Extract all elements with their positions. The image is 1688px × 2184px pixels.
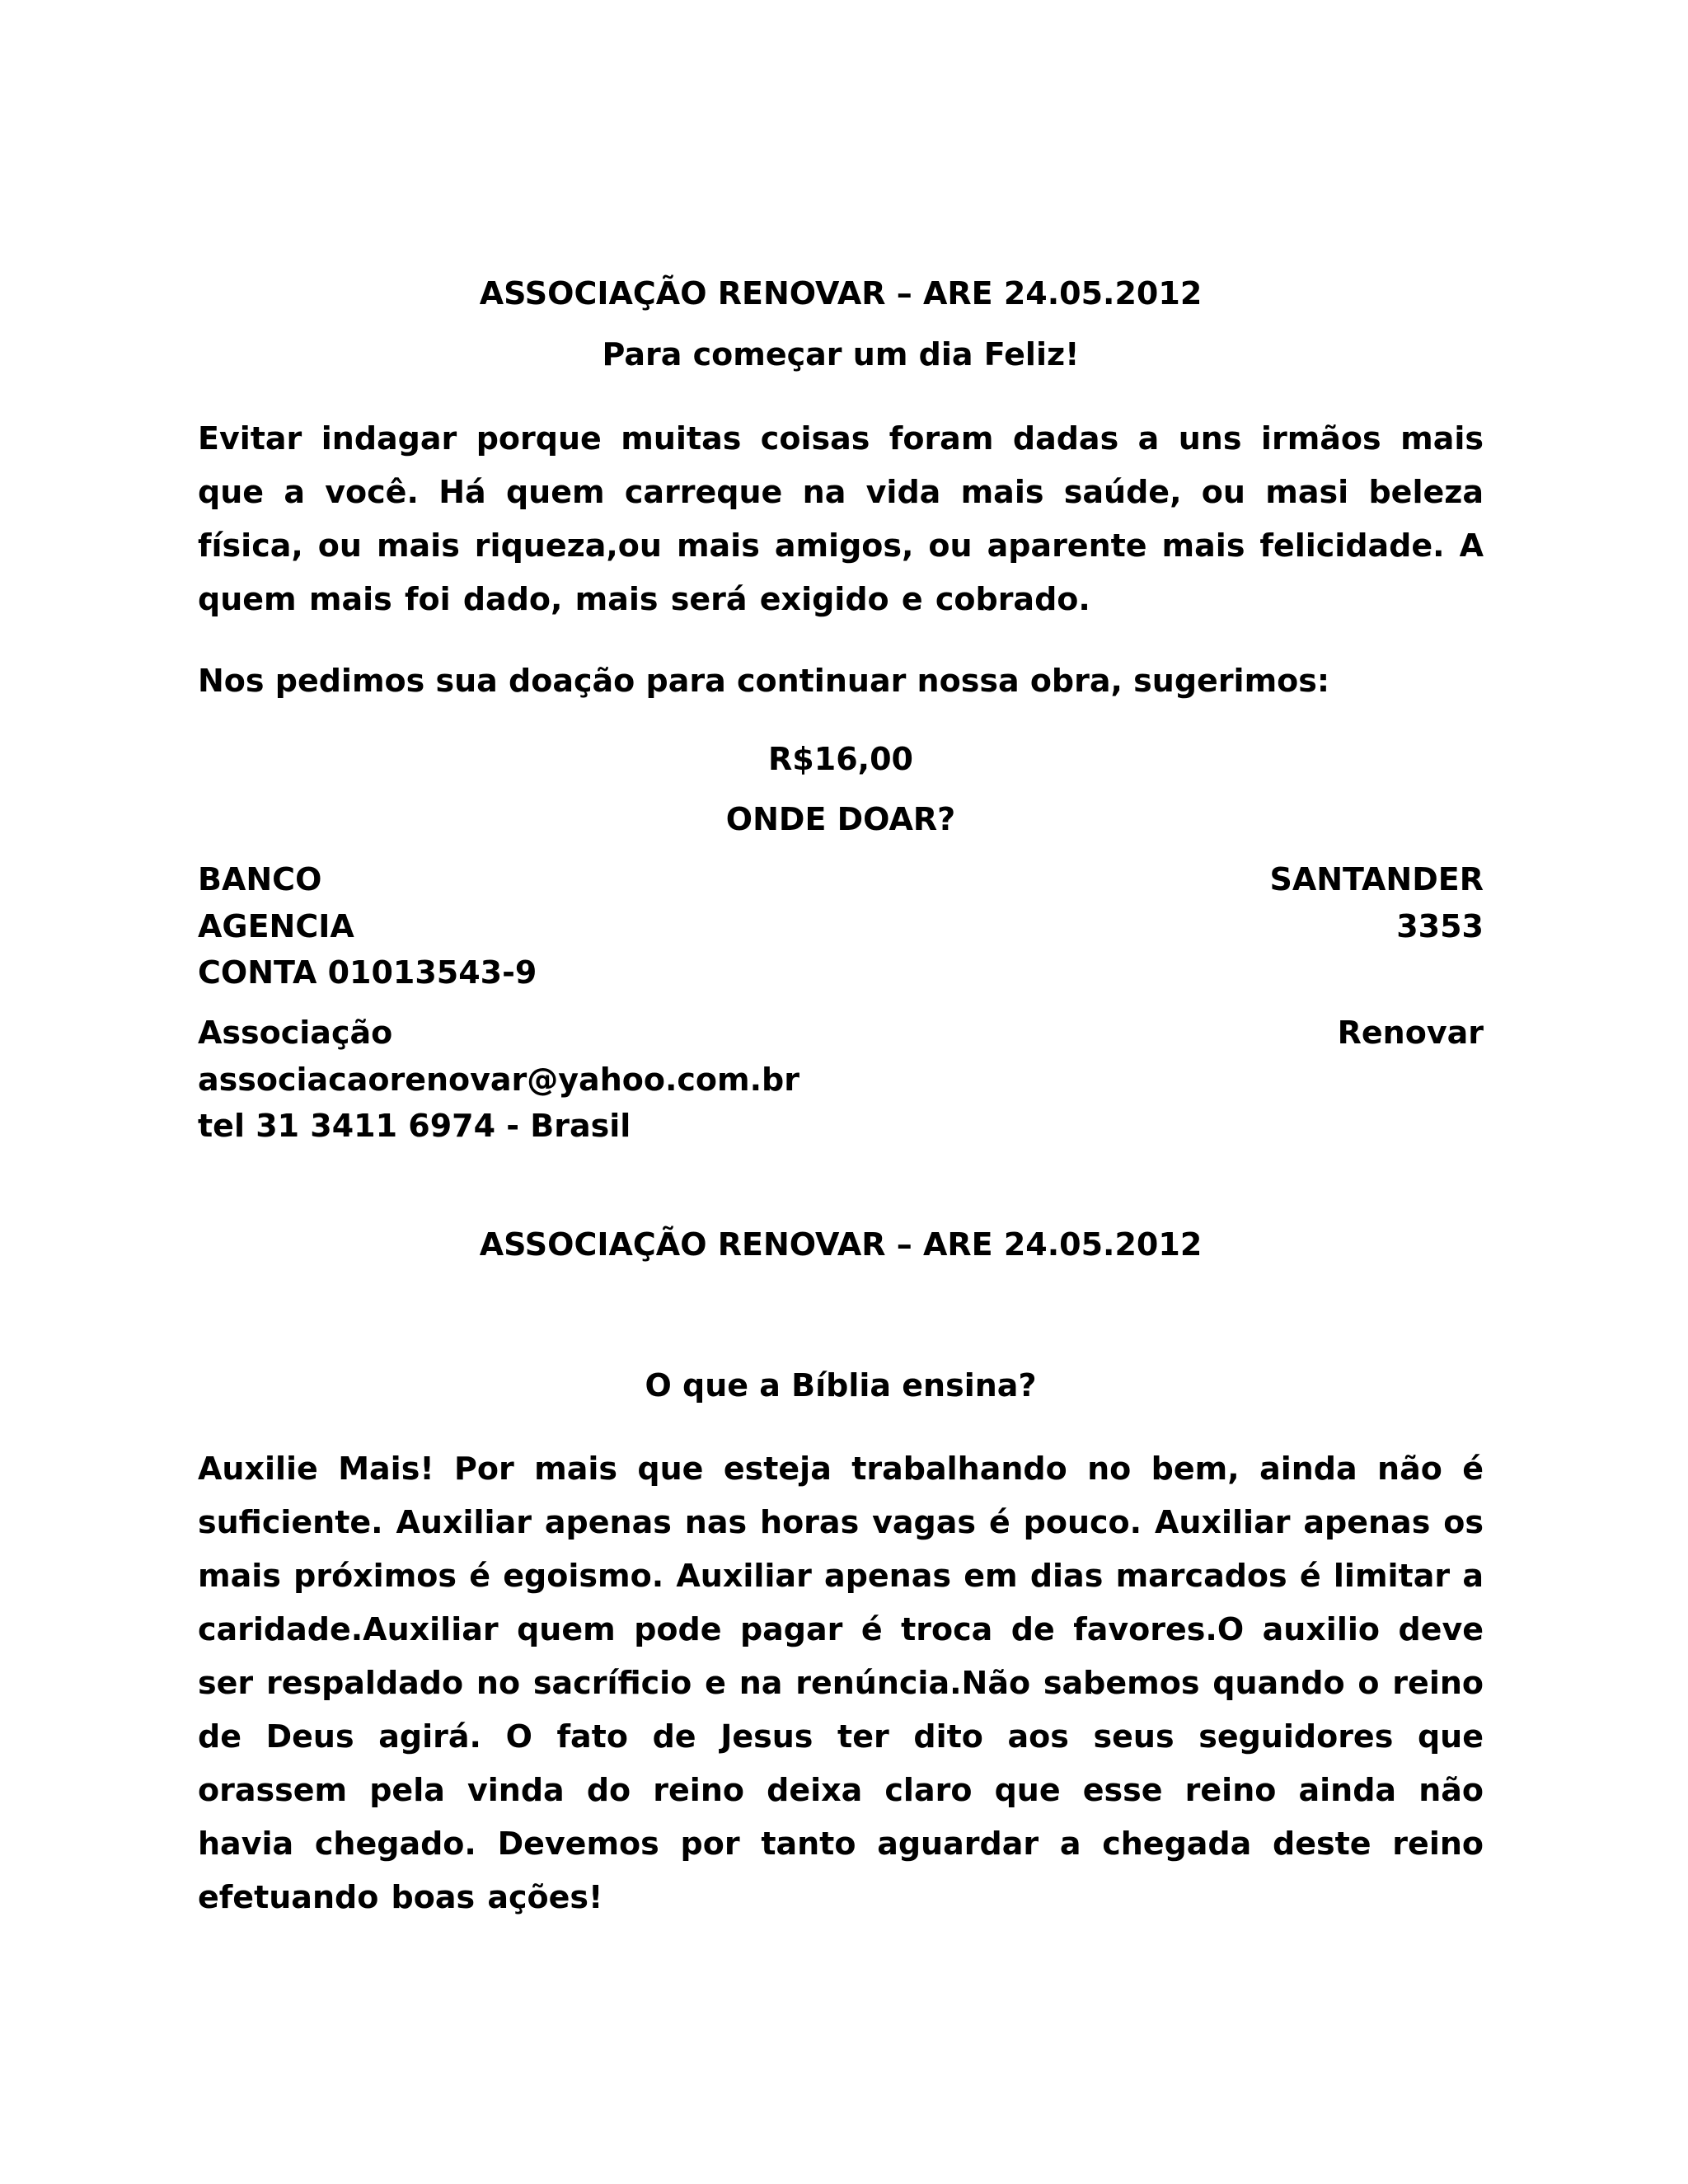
- donation-request: Nos pedimos sua doação para continuar nossa obra, sugerimos:: [198, 663, 1330, 699]
- contact-phone: tel 31 3411 6974 - Brasil: [198, 1108, 631, 1144]
- association-value: Renovar: [1337, 1015, 1484, 1051]
- subtitle: Para começar um dia Feliz!: [602, 336, 1080, 373]
- bible-paragraph: Auxilie Mais! Por mais que esteja trabalhando no bem, ainda não é suficiente. Auxiliar apenas nas horas vagas é pouco. Auxiliar apenas os mais próximos é egoismo. Auxiliar apenas em dias marcados é limitar a caridade.Auxiliar quem pode pagar é troca de favores.O auxilio deve ser respaldado no sacríficio e na renúncia.Não sabemos quando o reino de Deus agirá. O fato de Jesus ter dito aos seus seguidores que orassem pela vinda do reino deixa claro que esse reino ainda não havia chegado. Devemos por tanto aguardar a chegada deste reino efetuando boas ações!: [198, 1451, 1484, 1915]
- agency-value: 3353: [1396, 908, 1484, 944]
- header-title: ASSOCIAÇÃO RENOVAR – ARE 24.05.2012: [479, 275, 1203, 312]
- account-number: CONTA 01013543-9: [198, 954, 537, 991]
- intro-paragraph: Evitar indagar porque muitas coisas foram dadas a uns irmãos mais que a você. Há quem carreque na vida mais saúde, ou masi beleza física, ou mais riqueza,ou mais amigos, ou aparente mais felicidade. A quem mais foi dado, mais será exigido e cobrado.: [198, 420, 1484, 617]
- association-label: Associação: [198, 1015, 393, 1051]
- contact-email: associacaorenovar@yahoo.com.br: [198, 1062, 799, 1098]
- where-to-donate-heading: ONDE DOAR?: [725, 801, 956, 837]
- agency-label: AGENCIA: [198, 908, 354, 944]
- bank-row: [198, 863, 1484, 896]
- agency-row: [198, 910, 1484, 943]
- header-title-2: ASSOCIAÇÃO RENOVAR – ARE 24.05.2012: [479, 1226, 1203, 1263]
- donation-amount: R$16,00: [768, 741, 913, 777]
- bank-value: SANTANDER: [1269, 861, 1484, 898]
- association-row: [198, 1016, 1484, 1049]
- document-page: [198, 0, 1484, 2184]
- bank-label: BANCO: [198, 861, 322, 898]
- subtitle-2: O que a Bíblia ensina?: [645, 1367, 1037, 1404]
